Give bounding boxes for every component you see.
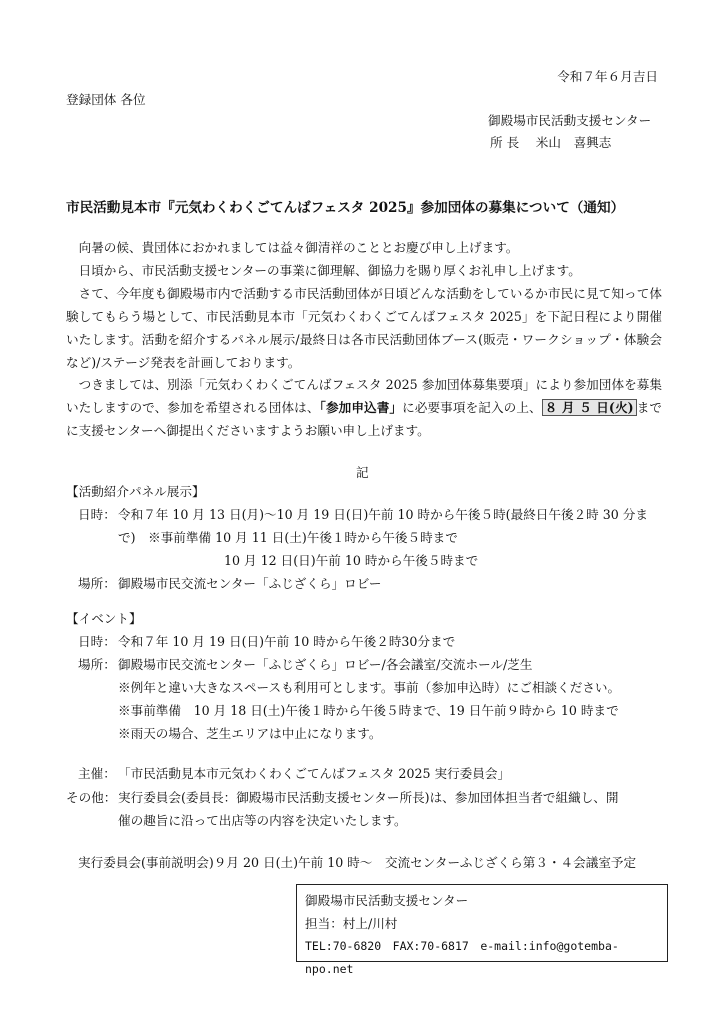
panel-date-line2: で) ※事前準備 10 月 11 日(土)午後１時から午後５時まで bbox=[118, 530, 458, 545]
host-section bbox=[66, 762, 676, 785]
meeting-notice: 実行委員会(事前説明会)９月 20 日(土)午前 10 時～ 交流センターふじざくら第３・４会議室予定 bbox=[78, 855, 637, 870]
ki-heading: 記 bbox=[356, 465, 369, 480]
event-note-rain: ※雨天の場合、芝生エリアは中止になります。 bbox=[118, 726, 382, 741]
event-note-space: ※例年と違い大きなスペースも利用可とします。事前（参加申込時）にご相談ください。 bbox=[118, 680, 621, 695]
event-place-label: 場所： bbox=[78, 657, 116, 672]
sender-person: 所 長 米山 喜興志 bbox=[490, 135, 612, 150]
other-section bbox=[66, 786, 676, 832]
document-date: 令和７年６月吉日 bbox=[557, 69, 658, 84]
body-paragraph-thanks: 日頃から、市民活動支援センターの事業に御理解、御協力を賜り厚くお礼申し上げます。 bbox=[78, 262, 581, 278]
event-note-preparation: ※事前準備 10 月 18 日(土)午後１時から午後５時まで、19 日午前９時から 10 時まで bbox=[118, 703, 619, 718]
other-label: その他： bbox=[66, 790, 117, 805]
contact-staff: 担当：村上/川村 bbox=[305, 916, 398, 931]
body-paragraph-request bbox=[66, 374, 662, 443]
application-form-name: 「参加申込書」 bbox=[319, 400, 403, 416]
other-line2: 催の趣旨に沿って出店等の内容を決定いたします。 bbox=[118, 813, 407, 828]
panel-date-line3: 10 月 12 日(日)午前 10 時から午後５時まで bbox=[224, 553, 479, 568]
request-text-c: に必要事項を記入の上、 bbox=[402, 400, 542, 416]
contact-phone-email: TEL:70-6820 FAX:70-6817 e-mail:info@gotemba-npo.net bbox=[305, 939, 619, 976]
event-place: 御殿場市民交流センター「ふじざくら」ロビー/各会議室/交流ホール/芝生 bbox=[118, 657, 533, 672]
panel-heading: 【活動紹介パネル展示】 bbox=[66, 484, 205, 499]
sender-organization: 御殿場市民活動支援センター bbox=[488, 113, 652, 128]
panel-place-label: 場所： bbox=[78, 576, 116, 591]
host-value: 「市民活動見本市元気わくわくごてんばフェスタ 2025 実行委員会」 bbox=[118, 766, 511, 781]
addressee: 登録団体 各位 bbox=[66, 92, 146, 107]
panel-date-label: 日時： bbox=[78, 507, 116, 522]
contact-organization: 御殿場市民活動支援センター bbox=[305, 893, 469, 908]
deadline-highlight: ８ 月 ５ 日(火) bbox=[542, 399, 637, 416]
panel-place: 御殿場市民交流センター「ふじざくら」ロビー bbox=[118, 576, 382, 591]
document-title: 市民活動見本市『元気わくわくごてんばフェスタ 2025』参加団体の募集について（通知） bbox=[66, 200, 625, 216]
event-date-label: 日時： bbox=[78, 634, 116, 649]
request-text-d: までに支援センターへ御提出くださいますようお願い申し上げます。 bbox=[66, 400, 663, 439]
body-paragraph-event-intro: さて、今年度も御殿場市内で活動する市民活動団体が日頃どんな活動をしているか市民に見て知って体験してもらう場として、市民活動見本市「元気わくわくごてんばフェスタ 2025」を下記日程により開催いたします。活動を紹介するパネル展示/最終日は各市民活動団体ブース(販売・ワークショップ・体験会など)/ステージ発表を計画しております。 bbox=[66, 285, 662, 370]
event-date: 令和７年 10 月 19 日(日)午前 10 時から午後２時30分まで bbox=[118, 634, 456, 649]
body-text bbox=[66, 237, 662, 443]
other-line1: 実行委員会(委員長：御殿場市民活動支援センター所長)は、参加団体担当者で組織し、開 bbox=[118, 790, 619, 805]
host-label: 主催： bbox=[78, 766, 116, 781]
event-heading: 【イベント】 bbox=[66, 611, 142, 626]
body-paragraph-greeting: 向暑の候、貴団体におかれましては益々御清祥のこととお慶び申し上げます。 bbox=[78, 240, 519, 255]
panel-section bbox=[66, 480, 676, 595]
request-text-a: つきましては、別添「元気わくわくごてんばフェスタ 2025 参加団体募集要項」により参加団体を募集いたしますので、参加を希望される団体は、 bbox=[66, 377, 662, 416]
event-section bbox=[66, 607, 676, 745]
contact-box bbox=[296, 884, 668, 976]
panel-date-line1: 令和７年 10 月 13 日(月)～10 月 19 日(日)午前 10 時から午後５時(最終日午後２時 30 分ま bbox=[118, 507, 648, 522]
